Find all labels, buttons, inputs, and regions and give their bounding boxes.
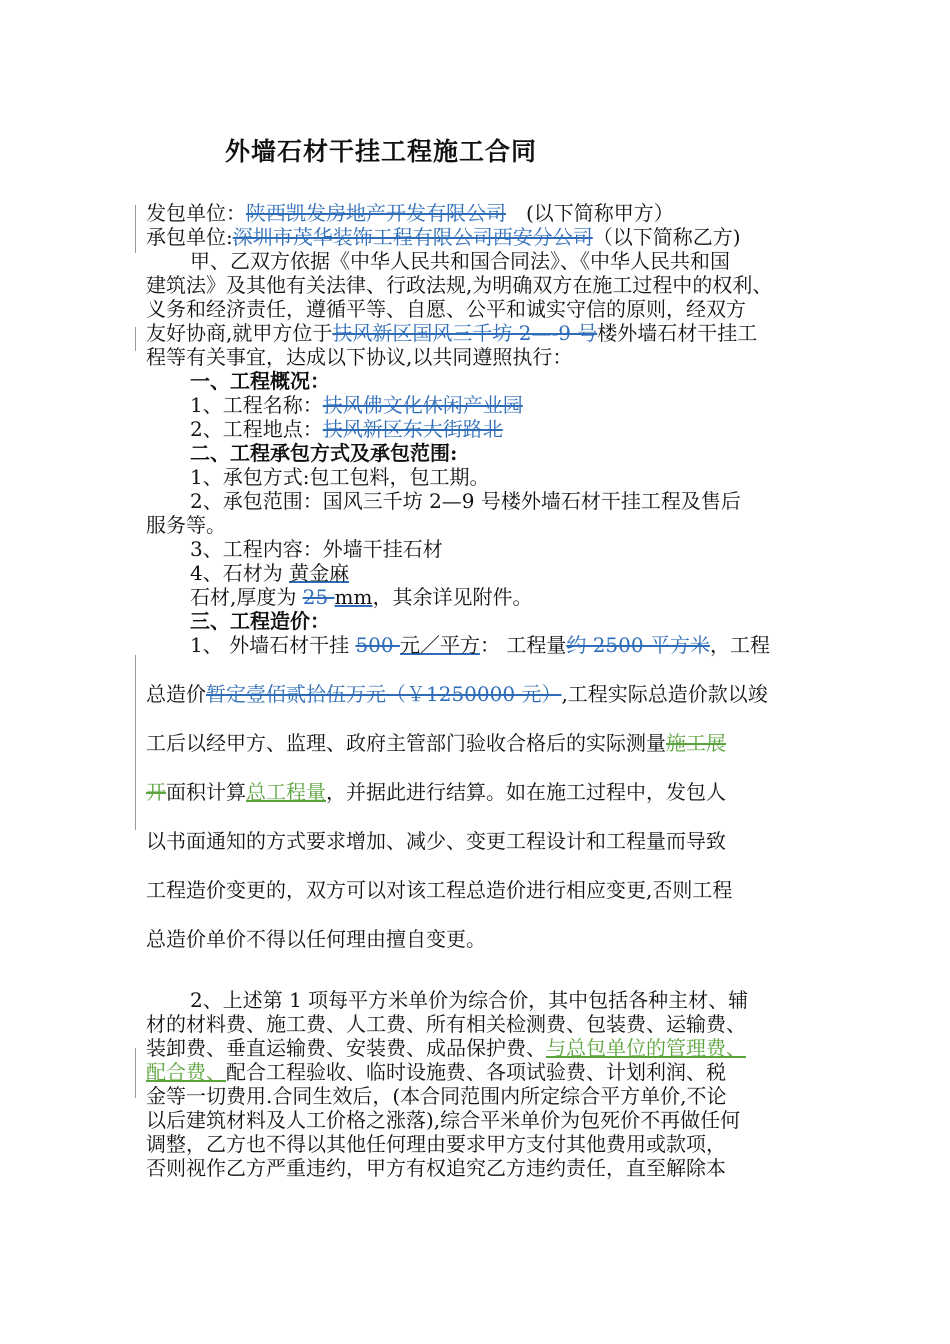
project-location: 扶风新区国风三千坊 2—-9 号 <box>332 321 598 345</box>
stone-thickness: 25 <box>302 585 335 609</box>
inserted-text: 配合费、 <box>146 1060 226 1084</box>
stone-type: 黄金麻 <box>289 561 350 585</box>
price-line: 以书面通知的方式要求增加、减少、变更工程设计和工程量而导致 <box>146 829 726 853</box>
revision-bar <box>135 1048 136 1098</box>
price-line: 工程造价变更的，双方可以对该工程总造价进行相应变更,否则工程 <box>146 878 733 902</box>
price-line: 工后以经甲方、监理、政府主管部门验收合格后的实际测量施工展 <box>146 731 726 755</box>
price-clause-line: 否则视作乙方严重违约，甲方有权追究乙方违约责任，直至解除本 <box>146 1156 726 1180</box>
page-title: 外墙石材干挂工程施工合同 <box>225 137 538 166</box>
price-clause-line: 金等一切费用.合同生效后，(本合同范围内所定综合平方单价,不论 <box>146 1084 727 1108</box>
intro-line: 友好协商,就甲方位于扶风新区国风三千坊 2—-9 号楼外墙石材干挂工 <box>146 321 758 345</box>
price-line: 总造价暂定壹佰贰拾伍万元（￥1250000 元）,工程实际总造价款以竣 <box>146 682 768 706</box>
project-site: 扶风新区东大街路北 <box>322 417 503 441</box>
price-line: 1、 外墙石材干挂 500 元／平方： 工程量约 2500 平方米，工程 <box>190 633 770 657</box>
work-content: 3、工程内容：外墙干挂石材 <box>190 537 443 561</box>
contract-body <box>146 201 836 1180</box>
project-name-line: 1、工程名称：扶风佛文化休闲产业园 <box>190 393 523 417</box>
price-clause-line: 2、上述第 1 项每平方米单价为综合价，其中包括各种主材、辅 <box>190 988 749 1012</box>
price-line: 总造价单价不得以任何理由擅自变更。 <box>146 927 486 951</box>
intro-line: 甲、乙双方依据《中华人民共和国合同法》、《中华人民共和国 <box>190 249 730 273</box>
quantity: 约 2500 平方米 <box>566 633 710 657</box>
price-clause-line: 调整，乙方也不得以其他任何理由要求甲方支付其他费用或款项， <box>146 1132 726 1156</box>
section-heading: 一、工程概况： <box>190 369 330 393</box>
contract-scope: 2、承包范围：国风三千坊 2—9 号楼外墙石材干挂工程及售后 <box>190 489 741 513</box>
inserted-text: 与总包单位的管理费、 <box>546 1036 746 1060</box>
stone-thickness-line: 石材,厚度为 25 mm，其余详见附件。 <box>190 585 533 609</box>
deleted-text: 开 <box>146 780 166 804</box>
party-a-name: 陕西凯发房地产开发有限公司 <box>246 201 506 225</box>
price-clause-line: 配合费、配合工程验收、临时设施费、各项试验费、计划利润、税 <box>146 1060 726 1084</box>
stone-type-line: 4、石材为 黄金麻 <box>190 561 350 585</box>
price-line: 开面积计算总工程量，并据此进行结算。如在施工过程中，发包人 <box>146 780 726 804</box>
revision-bar <box>135 205 136 253</box>
project-site-line: 2、工程地点：扶风新区东大街路北 <box>190 417 503 441</box>
price-clause-line: 装卸费、垂直运输费、安装费、成品保护费、与总包单位的管理费、 <box>146 1036 746 1060</box>
intro-line: 程等有关事宜，达成以下协议,以共同遵照执行： <box>146 345 573 369</box>
total-price: 暂定壹佰贰拾伍万元（￥1250000 元） <box>206 682 562 706</box>
unit-price: 500 <box>355 633 400 657</box>
party-a-line: 发包单位：陕西凯发房地产开发有限公司 (以下简称甲方） <box>146 201 674 225</box>
contract-scope: 服务等。 <box>146 513 226 537</box>
inserted-text: 总工程量 <box>246 780 326 804</box>
project-name: 扶风佛文化休闲产业园 <box>322 393 523 417</box>
deleted-text: 施工展 <box>666 731 726 755</box>
party-b-line: 承包单位:深圳市茂华装饰工程有限公司西安分公司（以下简称乙方) <box>146 225 741 249</box>
intro-line: 建筑法》及其他有关法律、行政法规,为明确双方在施工过程中的权利、 <box>146 273 773 297</box>
party-b-name: 深圳市茂华装饰工程有限公司西安分公司 <box>232 225 593 249</box>
revision-bar <box>135 327 136 351</box>
price-clause-line: 材的材料费、施工费、人工费、所有相关检测费、包装费、运输费、 <box>146 1012 746 1036</box>
intro-line: 义务和经济责任，遵循平等、自愿、公平和诚实守信的原则，经双方 <box>146 297 746 321</box>
price-clause-line: 以后建筑材料及人工价格之涨落),综合平米单价为包死价不再做任何 <box>146 1108 741 1132</box>
section-heading: 三、工程造价： <box>190 609 330 633</box>
section-heading: 二、工程承包方式及承包范围: <box>190 441 458 465</box>
contract-mode: 1、承包方式:包工包料，包工期。 <box>190 465 490 489</box>
revision-bar <box>135 655 136 830</box>
